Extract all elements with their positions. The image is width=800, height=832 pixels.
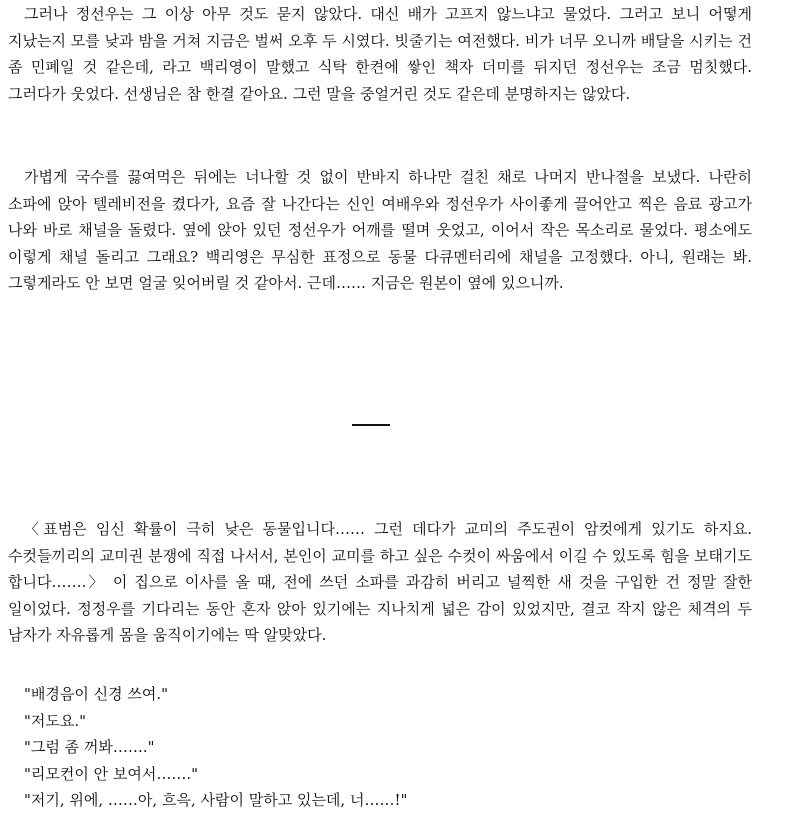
dialogue-list bbox=[8, 681, 752, 814]
dialogue-line: "저도요." bbox=[24, 711, 87, 730]
section-divider bbox=[352, 424, 390, 426]
paragraph-3: 〈표범은 임신 확률이 극히 낮은 동물입니다…… 그런 데다가 교미의 주도권이 암컷에게 있기도 하지요. 수컷들끼리의 교미권 분쟁에 직접 나서서, 본인이 교미를 하고 싶은 수컷이 싸움에서 이길 수 있도록 힘을 보태기도 합니다…….〉 이 집으로 이사를 올 때, 전에 쓰던 소파를 과감히 버리고 널찍한 새 것을 구입한 건 정말 잘한 일이었다. 정정우를 기다리는 동안 혼자 앉아 있기에는 지나치게 넓은 감이 있었지만, 결코 작지 않은 체격의 두 남자가 자유롭게 몸을 움직이기에는 딱 알맞았다. bbox=[8, 520, 752, 644]
dialogue-line: "그럼 좀 꺼봐……." bbox=[24, 738, 155, 756]
dialogue-line: "배경음이 신경 쓰여." bbox=[24, 685, 169, 703]
dialogue-line: "저기, 위에, ……아, 흐윽, 사람이 말하고 있는데, 너……!" bbox=[24, 791, 408, 809]
paragraph-2: 가볍게 국수를 끓여먹은 뒤에는 너나할 것 없이 반바지 하나만 걸친 채로 나머지 반나절을 보냈다. 나란히 소파에 앉아 텔레비전을 켰다가, 요즘 잘 나간다는 신인 여배우와 정선우가 사이좋게 끌어안고 찍은 음료 광고가 나와 바로 채널을 돌렸다. 옆에 앉아 있던 정선우가 어깨를 떨며 웃었고, 이어서 작은 목소리로 물었다. 평소에도 이렇게 채널 돌리고 그래요? 백리영은 무심한 표정으로 동물 다큐멘터리에 채널을 고정했다. 아니, 원래는 봐. 그렇게라도 안 보면 얼굴 잊어버릴 것 같아서. 근데…… 지금은 원본이 옆에 있으니까. bbox=[8, 168, 752, 292]
dialogue-line: "리모컨이 안 보여서……." bbox=[24, 764, 199, 783]
paragraph-1: 그러나 정선우는 그 이상 아무 것도 묻지 않았다. 대신 배가 고프지 않느냐고 물었다. 그러고 보니 어떻게 지났는지 모를 낮과 밤을 거쳐 지금은 벌써 오후 두 시였다. 빗줄기는 여전했다. 비가 너무 오니까 배달을 시키는 건 좀 민폐일 것 같은데, 라고 백리영이 말했고 식탁 한켠에 쌓인 책자 더미를 뒤지던 정선우는 조금 멈칫했다. 그러다가 웃었다. 선생님은 참 한결 같아요. 그런 말을 중얼거린 것도 같은데 분명하지는 않았다. bbox=[8, 5, 752, 103]
